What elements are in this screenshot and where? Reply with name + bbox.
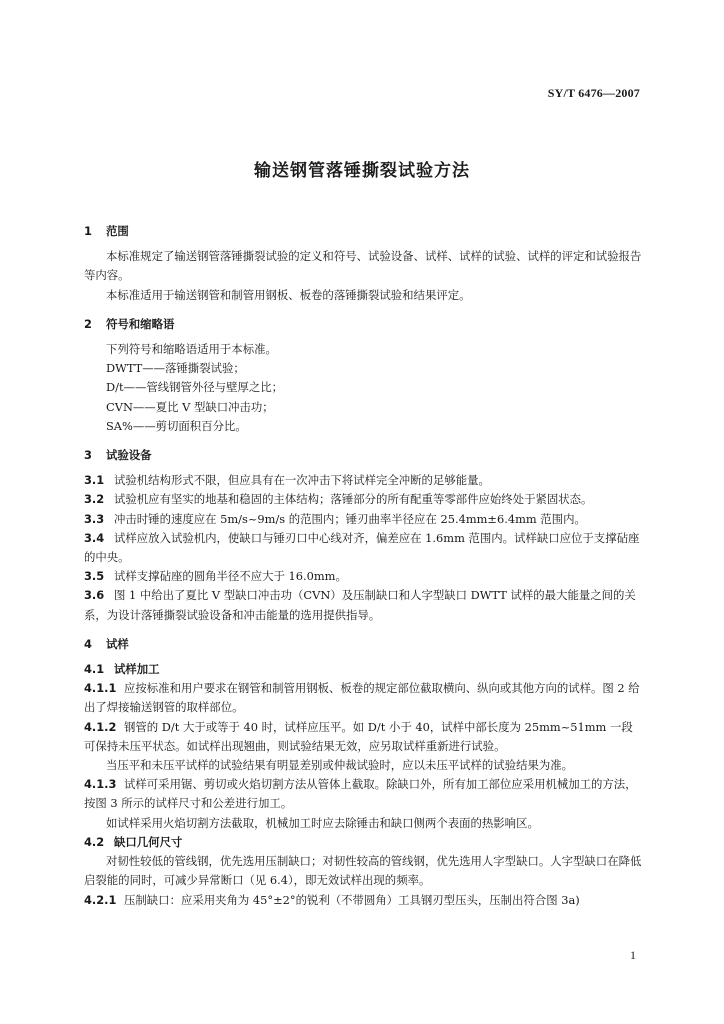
clause-3-4: 3.4 试样应放入试验机内，使缺口与锤刃口中心线对齐，偏差应在 1.6mm 范围内。试样缺口应位于支撑砧座的中央。 (84, 530, 640, 565)
clause-4-1-3: 4.1.3 试样可采用锯、剪切或火焰切割方法从管体上截取。除缺口外，所有加工部位应采用机械加工的方法，按图 3 所示的试样尺寸和公差进行加工。 (84, 777, 637, 811)
paragraph: 如试样采用火焰切割方法截取，机械加工时应去除锤击和缺口侧两个表面的热影响区。 (106, 815, 539, 830)
paragraph: 对韧性较低的管线钢，优先选用压制缺口；对韧性较高的管线钢，优先选用人字型缺口。人字型缺口在降低启裂能的同时，可减少异常断口（见 6.4），即无效试样出现的频率。 (84, 854, 642, 888)
clause-3-3: 3.3 冲击时锤的速度应在 5m/s~9m/s 的范围内；锤刃曲率半径应在 25.4mm±6.4mm 范围内。 (84, 511, 586, 526)
clause-4-2-heading: 4.2 缺口几何尺寸 (84, 834, 183, 849)
clause-3-2: 3.2 试验机应有坚实的地基和稳固的主体结构；落锤部分的所有配重等零部件应始终处于紧固状态。 (84, 492, 593, 507)
definition-item: CVN——夏比 V 型缺口冲击功； (106, 399, 274, 414)
document-body (84, 222, 642, 910)
clause-4-2-1: 4.2.1 压制缺口：应采用夹角为 45°±2°的锐利（不带圆角）工具钢刃型压头，压制出符合图 3a) (84, 892, 580, 907)
definition-item: SA%——剪切面积百分比。 (106, 418, 247, 433)
clause-3-5: 3.5 试样支撑砧座的圆角半径不应大于 16.0mm。 (84, 569, 347, 584)
clause-4-1-2: 4.1.2 钢管的 D/t 大于或等于 40 时，试样应压平。如 D/t 小于 40，试样中部长度为 25mm~51mm 一段可保持未压平状态。如试样出现翘曲，则试验结果无效，应另取试样重新进行试验。 (84, 719, 633, 753)
section-4-heading: 4 试样 (84, 636, 129, 651)
section-1-heading: 1 范围 (84, 224, 129, 238)
standard-code: SY/T 6476—2007 (547, 86, 640, 100)
paragraph: 本标准适用于输送钢管和制管用钢板、板卷的落锤撕裂试验和结果评定。 (106, 287, 471, 302)
clause-3-6: 3.6 图 1 中给出了夏比 V 型缺口冲击功（CVN）及压制缺口和人字型缺口 DWTT 试样的最大能量之间的关系，为设计落锤撕裂试验设备和冲击能量的选用提供指导。 (84, 588, 636, 622)
paragraph: 下列符号和缩略语适用于本标准。 (106, 342, 277, 357)
clause-3-1: 3.1 试验机结构形式不限，但应具有在一次冲击下将试样完全冲断的足够能量。 (84, 473, 490, 488)
paragraph: 本标准规定了输送钢管落锤撕裂试验的定义和符号、试验设备、试样、试样的试验、试样的评定和试验报告等内容。 (84, 249, 642, 283)
clause-4-1-heading: 4.1 试样加工 (84, 662, 160, 677)
definition-item: DWTT——落锤撕裂试验； (106, 361, 245, 376)
page-number: 1 (630, 948, 636, 962)
section-3-heading: 3 试验设备 (84, 448, 152, 463)
definition-item: D/t——管线钢管外径与壁厚之比； (106, 380, 284, 395)
clause-4-1-1: 4.1.1 应按标准和用户要求在钢管和制管用钢板、板卷的规定部位截取横向、纵向或其他方向的试样。图 2 给出了焊接输送钢管的取样部位。 (84, 681, 640, 715)
page-title: 输送钢管落锤撕裂试验方法 (254, 161, 470, 181)
paragraph: 当压平和未压平试样的试验结果有明显差别或仲裁试验时，应以未压平试样的试验结果为准。 (106, 758, 574, 773)
section-2-heading: 2 符号和缩略语 (84, 316, 175, 331)
